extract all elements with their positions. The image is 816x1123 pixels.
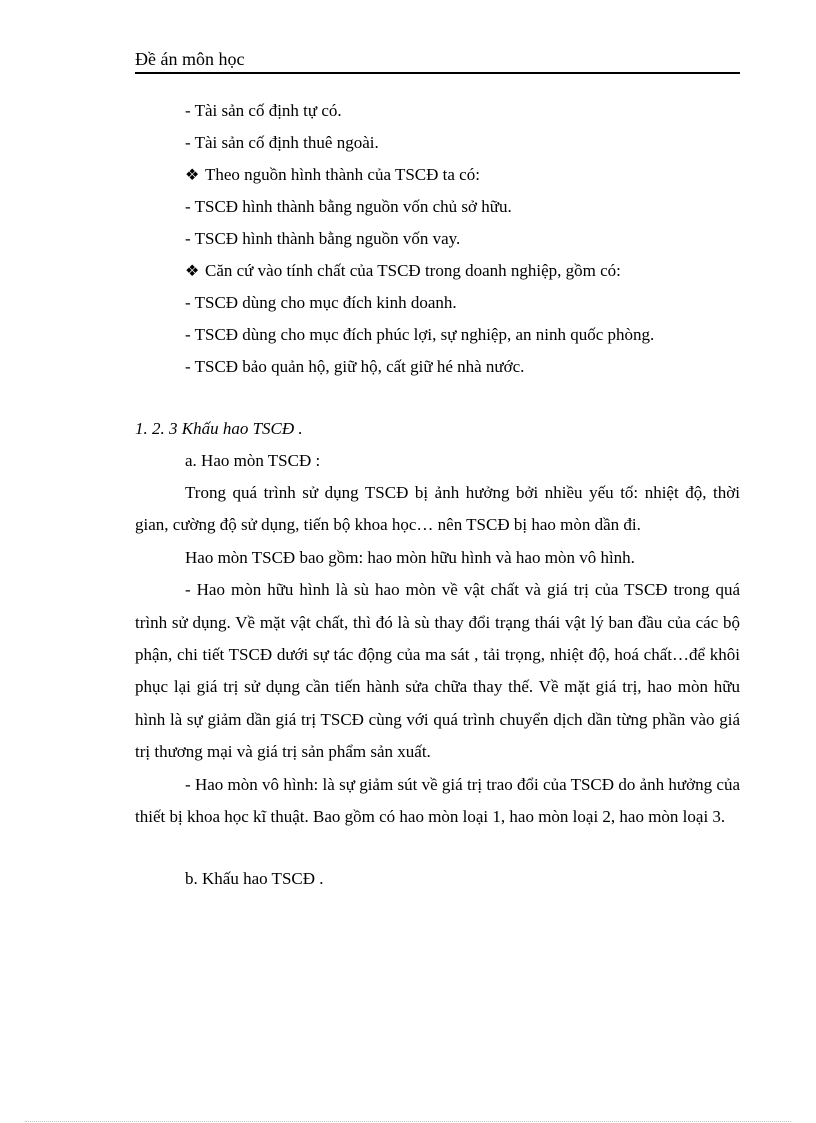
list-item: - TSCĐ bảo quản hộ, giữ hộ, cất giữ hé nhà nước. bbox=[185, 357, 525, 376]
subsection-heading: b. Khấu hao TSCĐ . bbox=[185, 869, 324, 889]
list-item: - TSCĐ hình thành bằng nguồn vốn vay. bbox=[185, 229, 461, 248]
footer-divider bbox=[25, 1121, 791, 1122]
list-item: - TSCĐ hình thành bằng nguồn vốn chủ sở hữu. bbox=[185, 197, 512, 216]
list-item: - TSCĐ dùng cho mục đích kinh doanh. bbox=[185, 293, 457, 312]
list-item: - Tài sản cố định thuê ngoài. bbox=[185, 133, 379, 152]
page-header-title: Đề án môn học bbox=[135, 46, 740, 74]
paragraph: - Hao mòn hữu hình là sù hao mòn về vật chất và giá trị của TSCĐ trong quá trình sử dụng. Về mặt vật chất, thì đó là sù thay đổi trạng thái vật lý ban đầu của các bộ phận, chi tiết TSCĐ dưới sự tác động của ma sát , tải trọng, nhiệt độ, hoá chất…để khôi phục lại giá trị sử dụng cần tiến hành sửa chữa thay thế. Về mặt giá trị, hao mòn hữu hình là sự giảm dần giá trị TSCĐ cùng với quá trình chuyển dịch dần từng phần vào giá trị thương mại và giá trị sản phẩm sản xuất. bbox=[135, 580, 740, 762]
diamond-bullet-icon: ❖ bbox=[185, 167, 200, 184]
document-body bbox=[135, 95, 740, 895]
spacer bbox=[135, 383, 740, 413]
spacer bbox=[135, 833, 740, 863]
paragraph: Hao mòn TSCĐ bao gồm: hao mòn hữu hình và hao mòn vô hình. bbox=[185, 547, 635, 567]
paragraph: - Hao mòn vô hình: là sự giảm sút về giá trị trao đổi của TSCĐ do ảnh hưởng của thiết bị khoa học kĩ thuật. Bao gồm có hao mòn loại 1, hao mòn loại 2, hao mòn loại 3. bbox=[135, 774, 740, 827]
subsection-heading: a. Hao mòn TSCĐ : bbox=[185, 451, 321, 470]
paragraph: Trong quá trình sử dụng TSCĐ bị ảnh hưởng bởi nhiều yếu tố: nhiệt độ, thời gian, cường độ sử dụng, tiến bộ khoa học… nên TSCĐ bị hao mòn dần đi. bbox=[135, 483, 740, 535]
list-item: - Tài sản cố định tự có. bbox=[185, 101, 342, 120]
bullet-line bbox=[135, 159, 740, 191]
list-item: - TSCĐ dùng cho mục đích phúc lợi, sự nghiệp, an ninh quốc phòng. bbox=[185, 325, 655, 344]
bullet-text: Theo nguồn hình thành của TSCĐ ta có: bbox=[205, 165, 480, 184]
section-heading: 1. 2. 3 Khấu hao TSCĐ . bbox=[135, 419, 303, 438]
bullet-line bbox=[135, 255, 740, 287]
diamond-bullet-icon: ❖ bbox=[185, 263, 200, 280]
bullet-text: Căn cứ vào tính chất của TSCĐ trong doanh nghiệp, gồm có: bbox=[205, 261, 621, 280]
